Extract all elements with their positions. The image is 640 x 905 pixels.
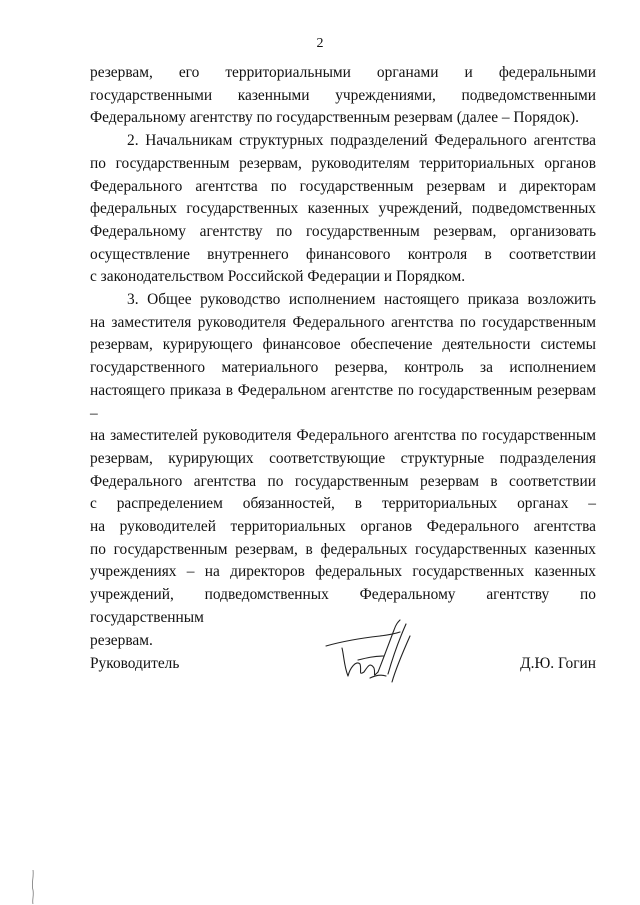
text-line: осуществление внутреннего финансового контроля в соответствии	[90, 245, 596, 263]
text-line: на руководителей территориальных органов Федерального агентства	[90, 518, 596, 536]
text-line: федеральных государственных казенных учреждений, подведомственных	[90, 200, 596, 218]
text-line: на заместителей руководителя Федерального агентства по государственным	[90, 427, 596, 445]
text-line: Федерального агентства по государственным резервам в соответствии	[90, 472, 596, 490]
paragraph-3	[90, 289, 596, 652]
signatory-name: Д.Ю. Гогин	[520, 655, 596, 672]
text-line: Федеральному агентству по государственным резервам, организовать	[90, 222, 596, 240]
text-line: резервам.	[90, 631, 153, 649]
text-line: учреждений, подведомственных Федеральному агентству по государственным	[90, 586, 596, 626]
text-line: государственного материального резерва, контроль за исполнением	[90, 359, 596, 377]
text-line: 2. Начальникам структурных подразделений Федерального агентства	[127, 132, 596, 150]
paragraph-2	[90, 130, 596, 289]
text-line: Федерального агентства по государственным резервам и директорам	[90, 177, 596, 195]
scan-artifact	[28, 870, 38, 904]
text-line: настоящего приказа в Федеральном агентстве по государственным резервам –	[90, 381, 596, 422]
text-line: государственными казенными учреждениями, подведомственными	[90, 86, 596, 104]
handwritten-signature	[322, 616, 422, 696]
text-line: резервам, курирующего финансовое обеспечение деятельности системы	[90, 336, 596, 354]
text-line: учреждениях – на директоров федеральных государственных казенных	[90, 563, 596, 581]
text-line: по государственным резервам, в федеральных государственных казенных	[90, 540, 596, 558]
text-line: резервам, его территориальными органами и федеральными	[90, 64, 596, 81]
document-body	[90, 62, 596, 652]
text-line: по государственным резервам, руководителям территориальных органов	[90, 154, 596, 172]
paragraph-1	[90, 62, 596, 130]
text-line: Федеральному агентству по государственным резервам (далее – Порядок).	[90, 109, 579, 127]
text-line: на заместителя руководителя Федерального агентства по государственным	[90, 313, 596, 331]
text-line: резервам, курирующих соответствующие структурные подразделения	[90, 449, 596, 467]
text-line: 3. Общее руководство исполнением настоящего приказа возложить	[127, 291, 596, 309]
text-line: с законодательством Российской Федерации и Порядком.	[90, 268, 466, 286]
text-line: с распределением обязанностей, в территориальных органах –	[90, 495, 596, 513]
signatory-title: Руководитель	[90, 655, 180, 672]
page-number: 2	[316, 36, 324, 51]
